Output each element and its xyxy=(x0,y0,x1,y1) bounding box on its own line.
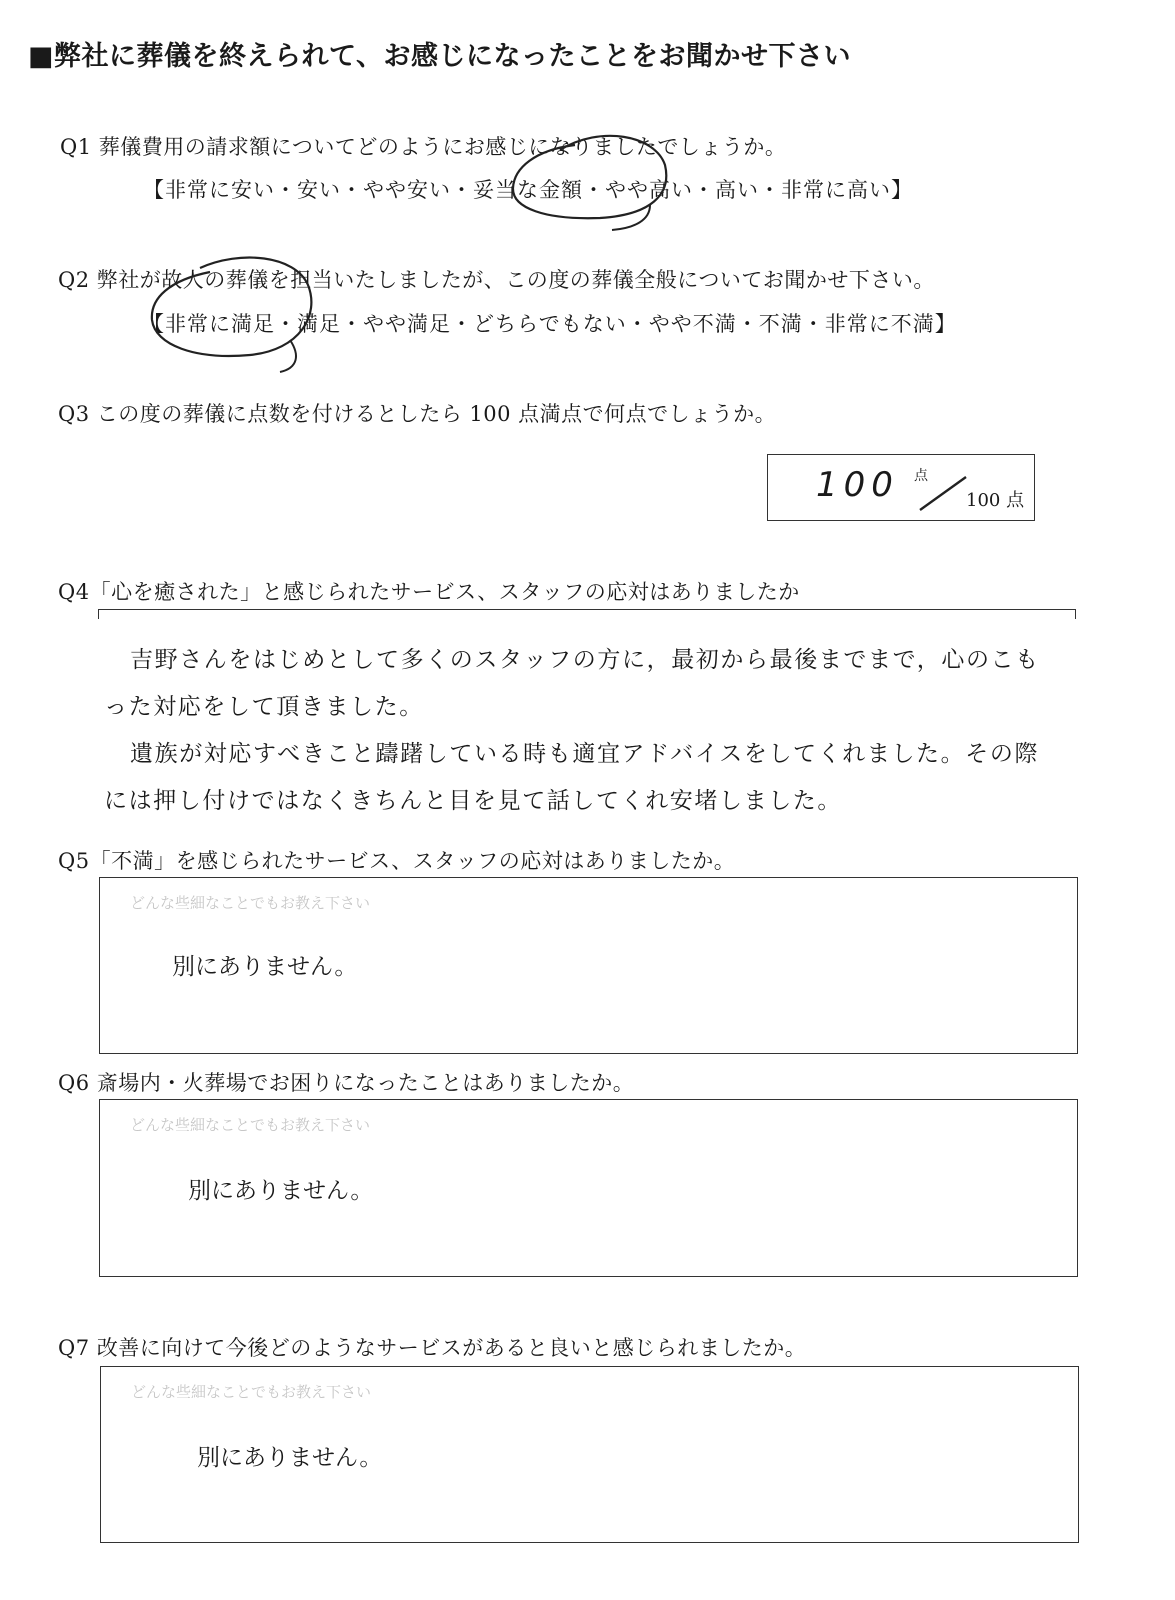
q1-option[interactable]: やや安い xyxy=(363,178,451,202)
q3-score-unit: 点 xyxy=(914,468,928,484)
q1-option[interactable]: 安い xyxy=(297,178,341,202)
q1-options[interactable]: 【非常に安い・安い・やや安い・妥当な金額・やや高い・高い・非常に高い】 xyxy=(143,178,913,202)
q3-question: Q3 この度の葬儀に点数を付けるとしたら 100 点満点で何点でしょうか。 xyxy=(58,402,777,426)
q6-answer-box[interactable] xyxy=(99,1099,1078,1277)
q4-box-right-tick xyxy=(1075,609,1076,619)
q2-option[interactable]: やや不満 xyxy=(648,312,737,336)
page-title: ■弊社に葬儀を終えられて、お感じになったことをお聞かせ下さい xyxy=(28,41,851,72)
q7-question: Q7 改善に向けて今後どのようなサービスがあると良いと感じられましたか。 xyxy=(58,1336,807,1360)
q4-box-top-border xyxy=(98,609,1076,610)
q7-answer-box[interactable] xyxy=(100,1366,1079,1543)
q2-options[interactable]: 【非常に満足・満足・やや満足・どちらでもない・やや不満・不満・非常に不満】 xyxy=(143,312,957,336)
q1-option[interactable]: 高い xyxy=(715,178,759,202)
q5-hint: どんな些細なことでもお教え下さい xyxy=(130,894,371,912)
q3-score-value: 100 xyxy=(816,465,899,505)
q2-option[interactable]: どちらでもない xyxy=(473,312,627,336)
q6-hint: どんな些細なことでもお教え下さい xyxy=(130,1116,371,1134)
q2-question: Q2 弊社が故人の葬儀を担当いたしましたが、この度の葬儀全般についてお聞かせ下さい。 xyxy=(58,268,935,292)
q3-slash xyxy=(768,455,1034,520)
q4-answer-line: った対応をして頂きました。 xyxy=(104,694,424,720)
q4-answer-line: には押し付けではなくきちんと目を見て話してくれ安堵しました。 xyxy=(104,788,842,814)
q4-box-left-tick xyxy=(98,609,99,619)
q1-option[interactable]: やや高い xyxy=(605,178,693,202)
q7-hint: どんな些細なことでもお教え下さい xyxy=(131,1383,372,1401)
q3-max-label: 100 点 xyxy=(966,490,1025,511)
q1-option-selected[interactable]: 妥当な金額 xyxy=(473,178,583,202)
q4-answer-line: 遺族が対応すべきこと躊躇している時も適宜アドバイスをしてくれました。その際 xyxy=(130,741,1040,767)
q5-answer-box[interactable] xyxy=(99,877,1078,1054)
q6-answer: 別にありません。 xyxy=(188,1178,374,1204)
q5-answer: 別にありません。 xyxy=(172,954,358,980)
q2-option[interactable]: やや満足 xyxy=(363,312,451,336)
q4-answer-line: 吉野さんをはじめとして多くのスタッフの方に，最初から最後までまで，心のこも xyxy=(130,647,1040,673)
q5-question: Q5「不満」を感じられたサービス、スタッフの応対はありましたか。 xyxy=(58,849,736,873)
q2-option[interactable]: 非常に不満 xyxy=(824,312,935,336)
q2-option[interactable]: 満足 xyxy=(297,312,341,336)
q4-question: Q4「心を癒された」と感じられたサービス、スタッフの応対はありましたか xyxy=(58,580,800,604)
q2-option[interactable]: 不満 xyxy=(758,312,803,336)
q6-question: Q6 斎場内・火葬場でお困りになったことはありましたか。 xyxy=(58,1071,635,1095)
q1-question: Q1 葬儀費用の請求額についてどのようにお感じになりましたでしょうか。 xyxy=(60,135,787,159)
q1-option[interactable]: 非常に高い xyxy=(781,178,891,202)
q2-option-selected[interactable]: 非常に満足 xyxy=(165,312,275,336)
q7-answer: 別にありません。 xyxy=(197,1445,383,1471)
q1-option[interactable]: 非常に安い xyxy=(165,178,275,202)
q3-score-box[interactable] xyxy=(767,454,1035,521)
